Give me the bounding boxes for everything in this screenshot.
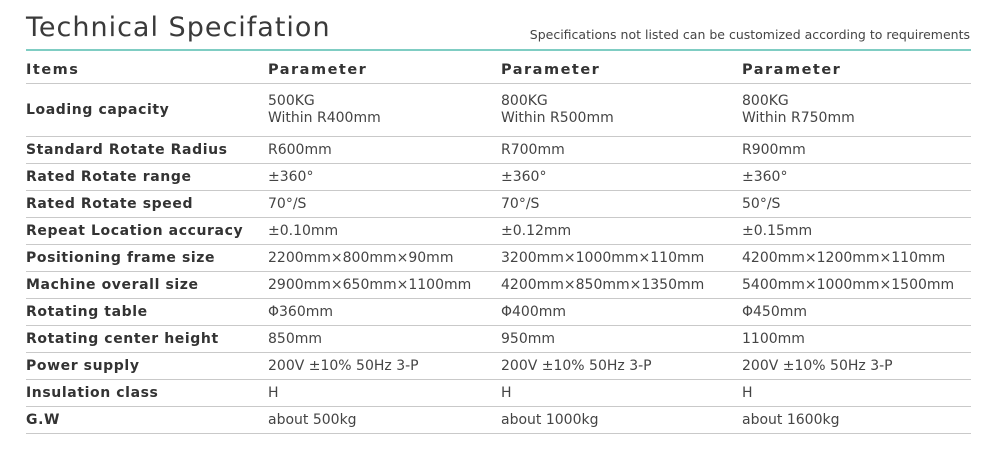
table-cell: 5400mm×1000mm×1500mm <box>742 272 971 299</box>
cell-line: 500KG <box>268 93 315 109</box>
table-cell: ±0.10mm <box>268 218 501 245</box>
table-cell: ±0.12mm <box>501 218 742 245</box>
table-cell: ±360° <box>501 164 742 191</box>
row-label: Insulation class <box>26 380 268 407</box>
table-cell: 1100mm <box>742 326 971 353</box>
page-title: Technical Specifation <box>26 12 331 43</box>
table-cell: about 1600kg <box>742 407 971 434</box>
header-parameter-2: Parameter <box>501 57 742 84</box>
table-row <box>26 407 971 434</box>
table-cell: 70°/S <box>501 191 742 218</box>
cell-line: 800KG <box>742 93 789 109</box>
table-cell: ±360° <box>268 164 501 191</box>
table-cell: about 1000kg <box>501 407 742 434</box>
table-row <box>26 299 971 326</box>
table-row <box>26 353 971 380</box>
row-label: Rotating table <box>26 299 268 326</box>
table-cell: H <box>268 380 501 407</box>
table-cell: 950mm <box>501 326 742 353</box>
table-cell: 2200mm×800mm×90mm <box>268 245 501 272</box>
cell-line: Within R500mm <box>501 110 614 126</box>
header-parameter-1: Parameter <box>268 57 501 84</box>
row-label: Machine overall size <box>26 272 268 299</box>
table-cell <box>268 84 501 137</box>
table-cell: about 500kg <box>268 407 501 434</box>
cell-line: Within R400mm <box>268 110 381 126</box>
table-cell: Φ360mm <box>268 299 501 326</box>
customization-note: Specifications not listed can be customized according to requirements <box>529 27 970 42</box>
table-row <box>26 218 971 245</box>
table-row <box>26 137 971 164</box>
row-label: Repeat Location accuracy <box>26 218 268 245</box>
table-cell: 4200mm×850mm×1350mm <box>501 272 742 299</box>
header-parameter-3: Parameter <box>742 57 971 84</box>
table-row <box>26 191 971 218</box>
row-label: Standard Rotate Radius <box>26 137 268 164</box>
table-cell: H <box>742 380 971 407</box>
table-row <box>26 84 971 137</box>
table-cell: 200V ±10% 50Hz 3-P <box>268 353 501 380</box>
table-cell: R700mm <box>501 137 742 164</box>
table-cell: 850mm <box>268 326 501 353</box>
table-cell: 70°/S <box>268 191 501 218</box>
cell-line: Within R750mm <box>742 110 855 126</box>
table-cell <box>501 84 742 137</box>
table-cell: ±360° <box>742 164 971 191</box>
row-label: Positioning frame size <box>26 245 268 272</box>
table-header-row <box>26 57 971 84</box>
accent-divider <box>26 49 971 51</box>
page-header <box>26 8 970 52</box>
table-cell: ±0.15mm <box>742 218 971 245</box>
table-row <box>26 272 971 299</box>
row-label: Rated Rotate range <box>26 164 268 191</box>
spec-table <box>26 57 971 434</box>
row-label: Rotating center height <box>26 326 268 353</box>
table-cell: 2900mm×650mm×1100mm <box>268 272 501 299</box>
table-row <box>26 164 971 191</box>
row-label: Loading capacity <box>26 84 268 137</box>
table-cell: 200V ±10% 50Hz 3-P <box>742 353 971 380</box>
table-cell: Φ400mm <box>501 299 742 326</box>
row-label: Rated Rotate speed <box>26 191 268 218</box>
table-cell: R900mm <box>742 137 971 164</box>
header-items: Items <box>26 57 268 84</box>
table-cell <box>742 84 971 137</box>
table-cell: 3200mm×1000mm×110mm <box>501 245 742 272</box>
table-cell: Φ450mm <box>742 299 971 326</box>
table-cell: 200V ±10% 50Hz 3-P <box>501 353 742 380</box>
table-cell: 50°/S <box>742 191 971 218</box>
table-cell: H <box>501 380 742 407</box>
row-label: G.W <box>26 407 268 434</box>
table-row <box>26 380 971 407</box>
table-row <box>26 245 971 272</box>
row-label: Power supply <box>26 353 268 380</box>
cell-line: 800KG <box>501 93 548 109</box>
table-cell: R600mm <box>268 137 501 164</box>
table-row <box>26 326 971 353</box>
table-cell: 4200mm×1200mm×110mm <box>742 245 971 272</box>
